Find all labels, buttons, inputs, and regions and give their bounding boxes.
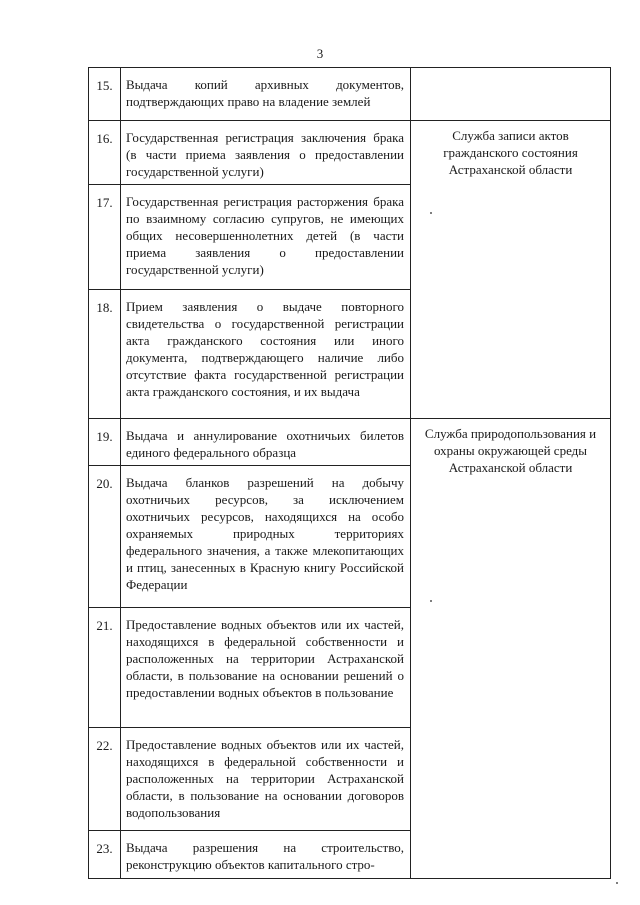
scan-speck [430, 600, 432, 602]
org-registry: Служба записи актов гражданского состояния Астраханской области [411, 121, 611, 419]
service-text: Прием заявления о выдаче повторного свидетельства о государственной регистрации акта гражданского состояния или иного документа, подтверждающего наличие либо отсутствие факта государственной регистрации акта гражданского состояния, и их выдача [121, 290, 411, 419]
org-nature: Служба природопользования и охраны окружающей среды Астраханской области [411, 419, 611, 879]
row-number: 22. [89, 728, 121, 831]
row-number: 17. [89, 185, 121, 290]
row-number: 20. [89, 466, 121, 608]
row-number: 16. [89, 121, 121, 185]
service-text: Выдача и аннулирование охотничьих билетов единого федерального образца [121, 419, 411, 466]
service-text: Выдача копий архивных документов, подтверждающих право на владение землей [121, 68, 411, 121]
service-text: Предоставление водных объектов или их частей, находящихся в федеральной собственности и расположенных на территории Астраханской области, в пользование на основании договоров водопользования [121, 728, 411, 831]
row-number: 15. [89, 68, 121, 121]
row-number: 21. [89, 608, 121, 728]
row-number: 19. [89, 419, 121, 466]
table-row [89, 419, 611, 466]
service-text: Предоставление водных объектов или их частей, находящихся в федеральной собственности и расположенных на территории Астраханской области, в пользование на основании решений о предоставлении водных объектов в пользование [121, 608, 411, 728]
table-row [89, 68, 611, 121]
table-row [89, 121, 611, 185]
org-cell-empty [411, 68, 611, 121]
service-text: Государственная регистрация расторжения брака по взаимному согласию супругов, не имеющих общих несовершеннолетних детей (в части приема заявления о предоставлении государственной услуги) [121, 185, 411, 290]
service-text: Выдача разрешения на строительство, реконструкцию объектов капитального стро- [121, 831, 411, 879]
page-number: 3 [316, 46, 324, 61]
scan-speck [430, 212, 432, 214]
services-table [88, 67, 611, 879]
row-number: 18. [89, 290, 121, 419]
service-text: Выдача бланков разрешений на добычу охотничьих ресурсов, за исключением охотничьих ресурсов, находящихся на особо охраняемых природных территориях федерального значения, а также млекопитающих и птиц, занесенных в Красную книгу Российской Федерации [121, 466, 411, 608]
row-number: 23. [89, 831, 121, 879]
scan-speck [616, 882, 618, 884]
service-text: Государственная регистрация заключения брака (в части приема заявления о предоставлении государственной услуги) [121, 121, 411, 185]
